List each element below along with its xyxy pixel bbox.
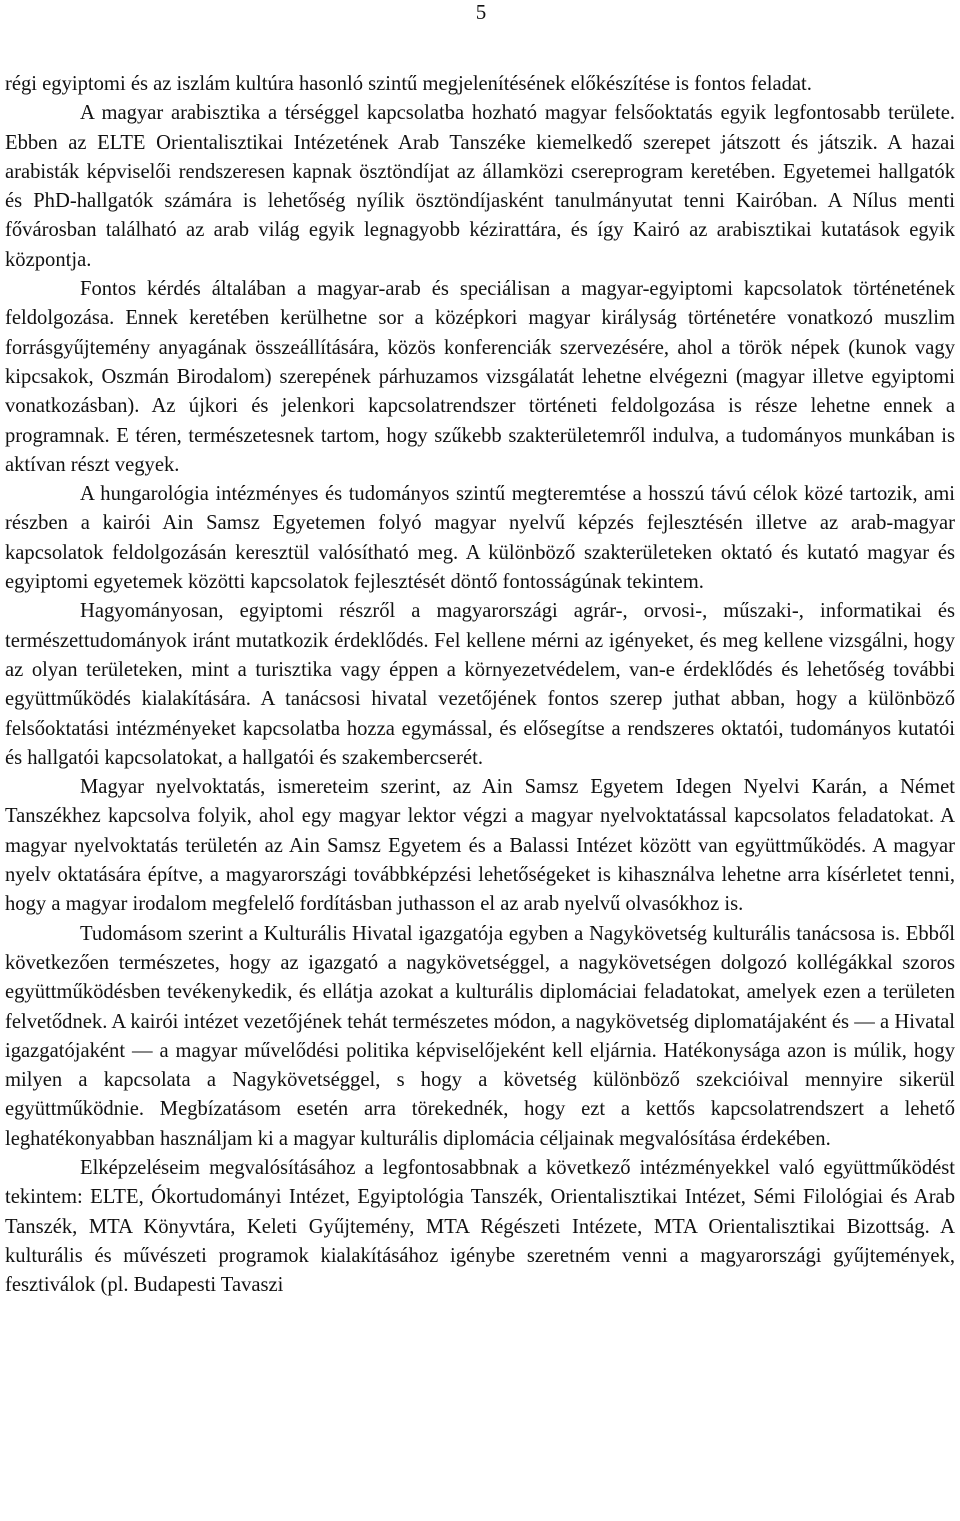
paragraph-cultural-counsellor: Tudomásom szerint a Kulturális Hivatal igazgatója egyben a Nagykövetség kulturális tanácsosa is. Ebből következően természetes, hogy az igazgató a nagykövetséggel, a nagykövetségen dolgozó kollégákkal szoros együttműködésben tevékenykedik, és ellátja azokat a kulturális diplomáciai feladatokat, amelyek ezen a területen felvetődnek. A kairói intézet vezetőjének tehát természetes módon, a nagykövetség diplomatájaként és — a Hivatal igazgatójaként — a magyar művelődési politika képviselőjeként kell eljárnia. Hatékonysága azon is múlik, hogy milyen a kapcsolata a Nagykövetséggel, s hogy a követség különböző szekcióival mennyire sikerül együttműködnie. Megbízatásom esetén arra törekednék, hogy ezt a kettős kapcsolatrendszert a lehető leghatékonyabban használjam ki a magyar kulturális diplomácia céljainak megvalósítása érdekében. <box>5 922 955 1150</box>
document-body <box>5 70 955 1300</box>
paragraph-hungarology: A hungarológia intézményes és tudományos szintű megteremtése a hosszú távú célok közé tartozik, ami részben a kairói Ain Samsz Egyetemen folyó magyar nyelvű képzés fejlesztésén illetve az arab-magyar kapcsolatok feldolgozásán keresztül valósítható meg. A különböző szakterületeken oktató és kutató magyar és egyiptomi egyetemek közötti kapcsolatok fejlesztését döntő fontosságúnak tekintem. <box>5 483 955 594</box>
paragraph-institutions: Elképzeléseim megvalósításához a legfontosabbnak a következő intézményekkel való együttműködést tekintem: ELTE, Ókortudományi Intézet, Egyiptológia Tanszék, Orientalisztikai Intézet, Sémi Filológiai és Arab Tanszék, MTA Könyvtára, Keleti Gyűjtemény, MTA Régészeti Intézete, MTA Orientalisztikai Bizottság. A kulturális és művészeti programok kialakításához igénybe szeretném venni a magyarországi gyűjtemények, fesztiválok (pl. Budapesti Tavaszi <box>5 1156 955 1297</box>
paragraph-arabistics: A magyar arabisztika a térséggel kapcsolatba hozható magyar felsőoktatás egyik legfontosabb területe. Ebben az ELTE Orientalisztikai Intézetének Arab Tanszéke kiemelkedő szerepet játszott és játszik. A hazai arabisták képviselői rendszeresen kapnak ösztöndíjat az államközi csereprogram keretében. Egyetemei hallgatók és PhD-hallgatók számára is lehetőség nyílik ösztöndíjasként tanulmányutat tenni Kairóban. A Nílus menti fővárosban található az arab világ egyik legnagyobb kézirattára, és így Kairó az arabisztikai kutatások egyik központja. <box>5 102 955 271</box>
paragraph-continued: régi egyiptomi és az iszlám kultúra hasonló szintű megjelenítésének előkészítése is fontos feladat. <box>5 73 812 95</box>
page-number <box>0 0 960 24</box>
paragraph-language-teaching: Magyar nyelvoktatás, ismereteim szerint, az Ain Samsz Egyetem Idegen Nyelvi Karán, a Német Tanszékhez kapcsolva folyik, ahol egy magyar lektor végzi a magyar nyelvoktatással kapcsolatos feladatokat. A magyar nyelvoktatás területén az Ain Samsz Egyetem és a Balassi Intézet között van együttműködés. A magyar nyelv oktatására építve, a magyarországi továbbképzési lehetőségeket is kihasználva lehetne arra kísérletet tenni, hogy a magyar irodalom megfelelő fordításban juthasson el az arab nyelvű olvasókhoz is. <box>5 776 955 916</box>
page-number-text: 5 <box>475 0 487 24</box>
paragraph-traditional-interests: Hagyományosan, egyiptomi részről a magyarországi agrár-, orvosi-, műszaki-, informatikai és természettudományok iránt mutatkozik érdeklődés. Fel kellene mérni az igényeket, és meg kellene vizsgálni, hogy az olyan területeken, mint a turisztika vagy éppen a környezetvédelem, van-e érdeklődés és lehetőség további együttműködés kialakítására. A tanácsosi hivatal vezetőjének fontos szerep juthat abban, hogy a különböző felsőoktatási intézményeket kapcsolatba hozza egymással, és elősegítse a rendszeres oktatói, tudományos kutatói és hallgatói kapcsolatokat, a hallgatói és szakembercserét. <box>5 600 955 769</box>
paragraph-history-relations: Fontos kérdés általában a magyar-arab és speciálisan a magyar-egyiptomi kapcsolatok történetének feldolgozása. Ennek keretében kerülhetne sor a középkori magyar királyság történetére vonatkozó muszlim forrásgyűjtemény anyagának összeállítására, közös konferenciák szervezésére, ahol a török népek (kunok vagy kipcsakok, Oszmán Birodalom) szerepének párhuzamos vizsgálatát lehetne elvégezni (magyar illetve egyiptomi vonatkozásban). Az újkori és jelenkori kapcsolatrendszer történeti feldolgozása is része lehetne ennek a programnak. E téren, természetesnek tartom, hogy szűkebb szakterületemről indulva, a tudományos munkában is aktívan részt vegyek. <box>5 278 955 476</box>
